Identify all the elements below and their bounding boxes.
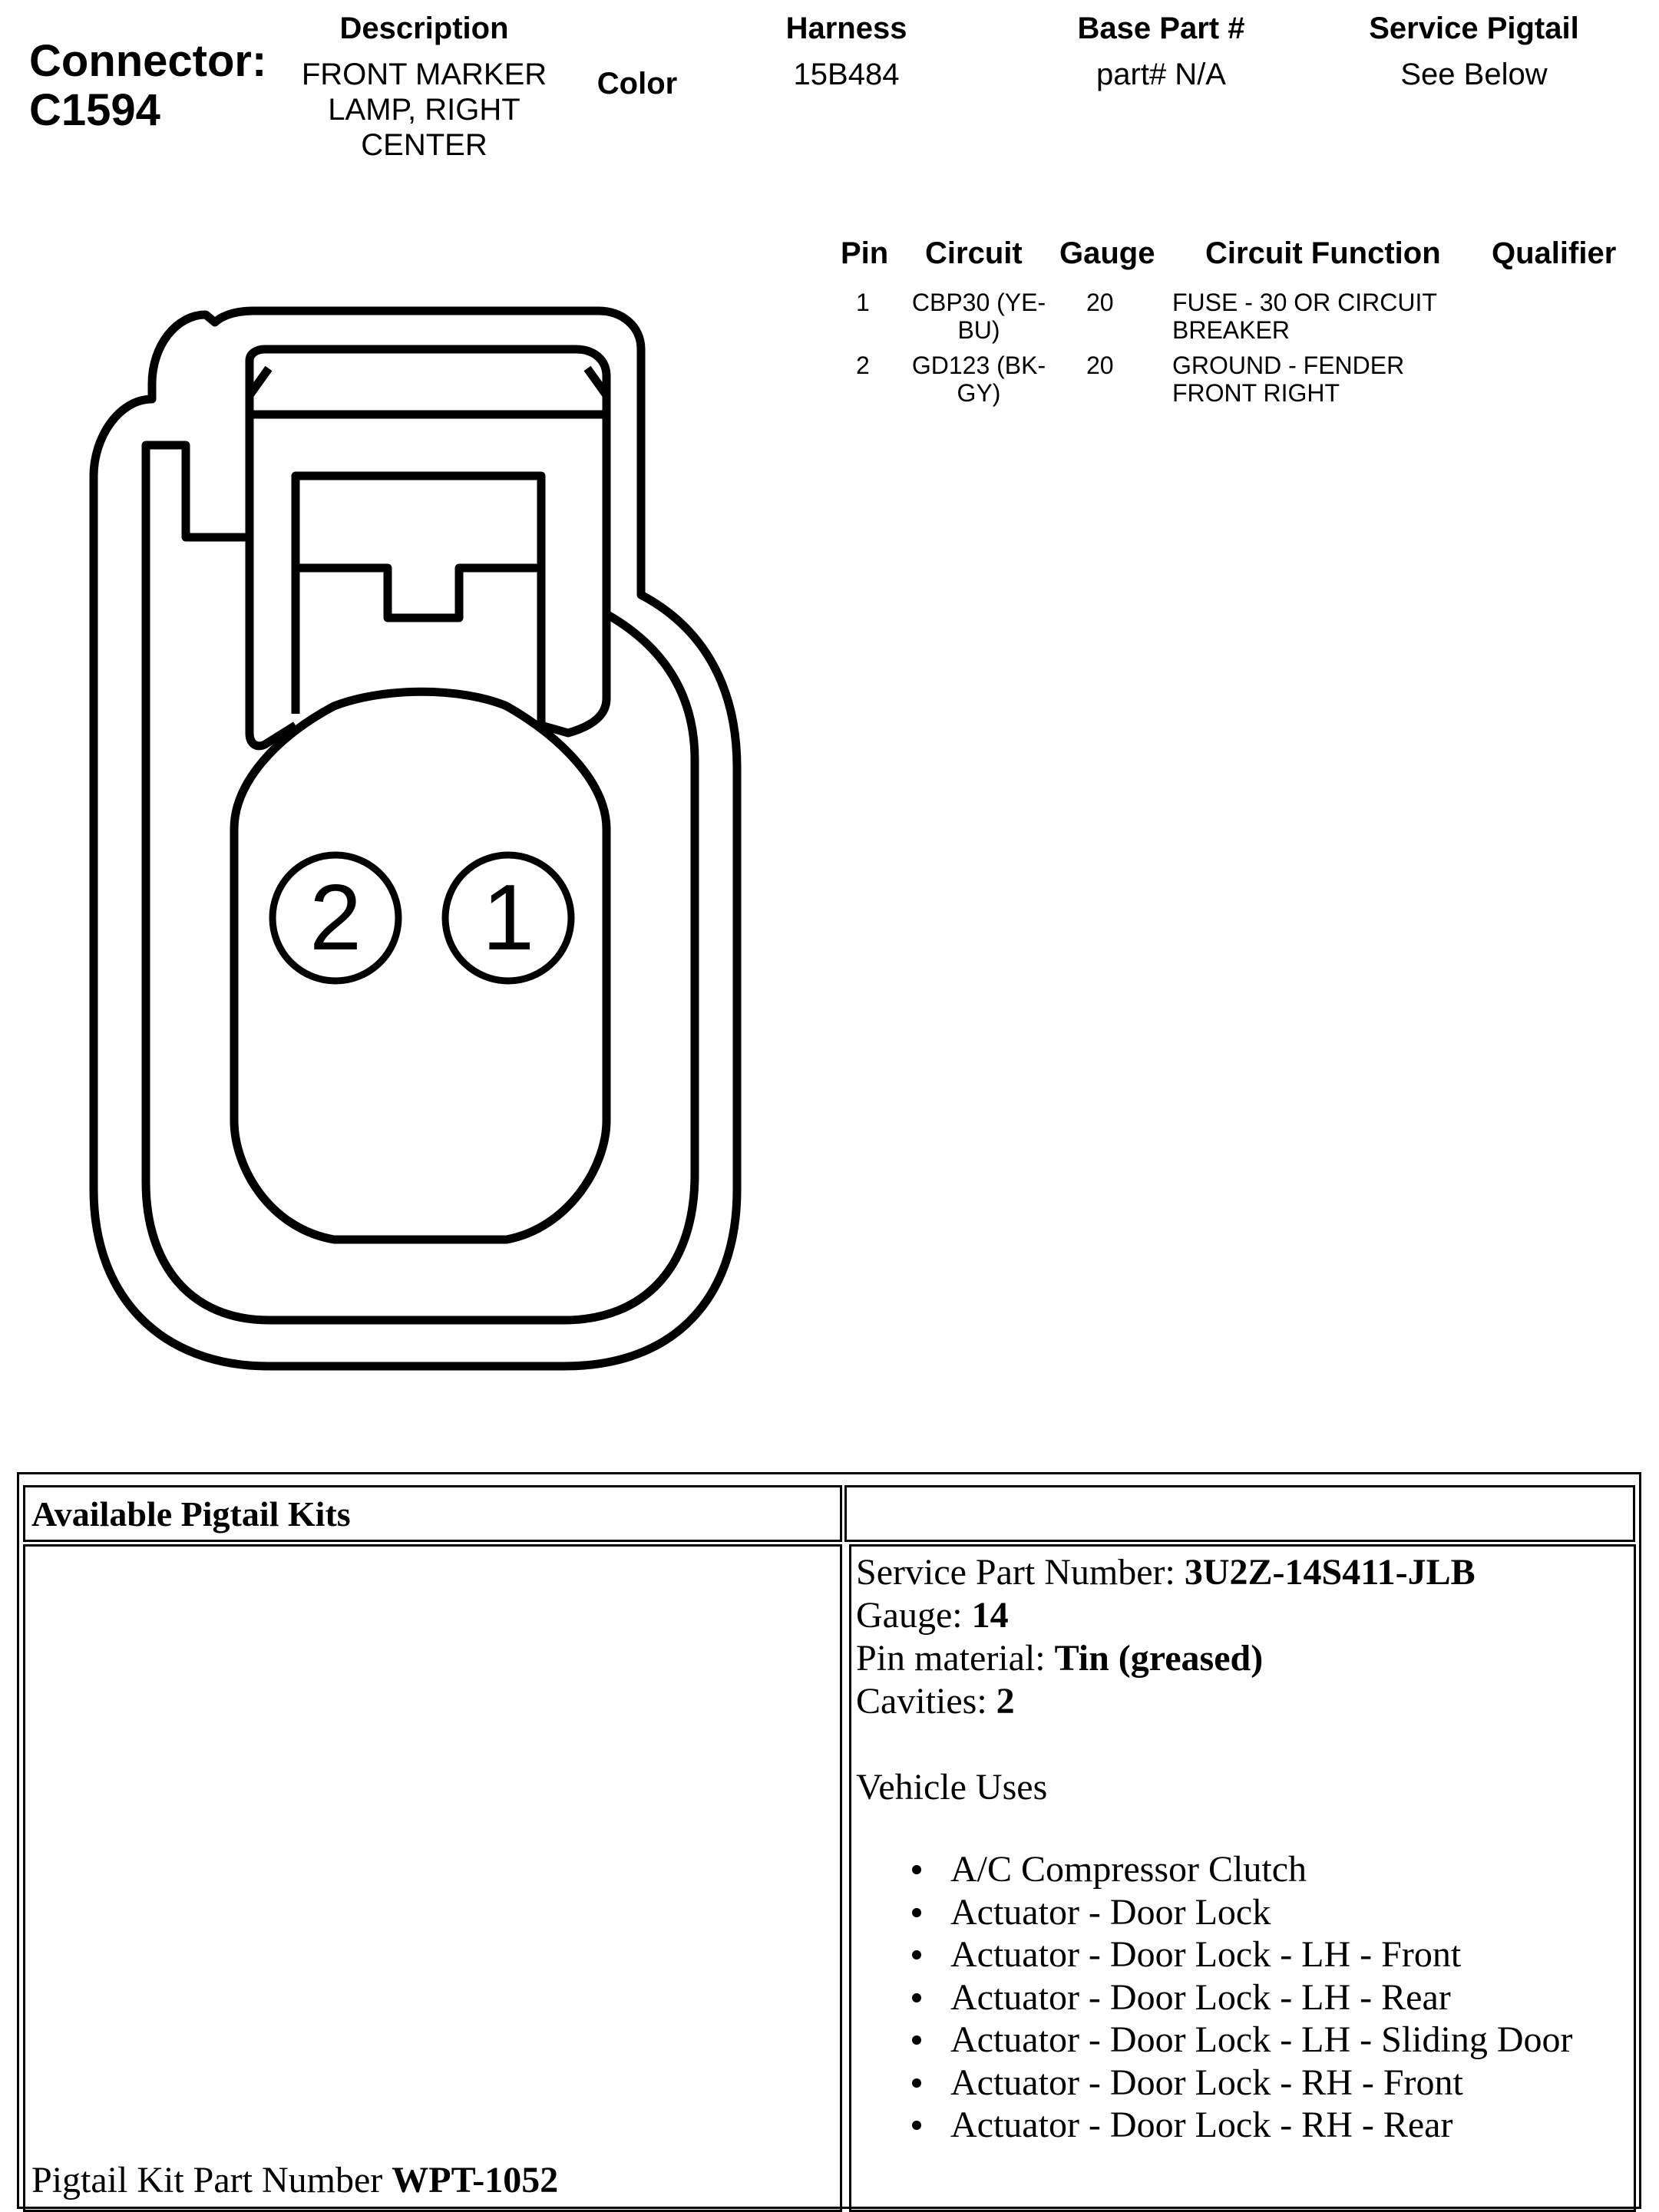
connector-inner-shell bbox=[146, 349, 695, 1320]
kit-part-label: Pigtail Kit Part Number bbox=[31, 2160, 392, 2200]
color-header: Color bbox=[597, 67, 678, 101]
bullet-icon bbox=[912, 2121, 921, 2130]
connector-latch-tab bbox=[296, 568, 541, 618]
list-item bbox=[889, 1933, 1573, 1976]
bullet-icon bbox=[912, 1908, 921, 1917]
col-header-circuit-function: Circuit Function bbox=[1205, 236, 1441, 270]
connector-id: C1594 bbox=[29, 85, 160, 135]
kit-part-value: WPT-1052 bbox=[392, 2160, 559, 2200]
function-line: FRONT RIGHT bbox=[1172, 379, 1340, 407]
vehicle-use: A/C Compressor Clutch bbox=[950, 1849, 1307, 1890]
kit-gauge bbox=[856, 1594, 1009, 1637]
pin-material-value: Tin (greased) bbox=[1054, 1638, 1264, 1679]
description-line: LAMP, RIGHT bbox=[328, 93, 521, 127]
pigtail-kit-image-cell bbox=[23, 1544, 842, 2212]
pin-number: 2 bbox=[856, 352, 870, 379]
circuit-line: GD123 (BK- bbox=[911, 352, 1046, 379]
pin-1-label: 1 bbox=[482, 865, 534, 969]
vehicle-use: Actuator - Door Lock - LH - Front bbox=[950, 1934, 1462, 1975]
pigtail-kits-title-spacer bbox=[844, 1485, 1635, 1542]
col-header-pin: Pin bbox=[841, 236, 889, 270]
base-part-header: Base Part # bbox=[1077, 12, 1245, 45]
pigtail-kits-title: Available Pigtail Kits bbox=[31, 1494, 351, 1534]
service-part-label: Service Part Number: bbox=[856, 1552, 1185, 1593]
service-pigtail-value: See Below bbox=[1400, 58, 1548, 91]
col-header-qualifier: Qualifier bbox=[1492, 236, 1617, 270]
service-part-value: 3U2Z-14S411-JLB bbox=[1184, 1552, 1476, 1593]
connector-latch-notch bbox=[250, 368, 606, 395]
connector-latch-rail bbox=[541, 614, 606, 733]
circuit-line: GY) bbox=[957, 379, 1001, 407]
pin-material bbox=[856, 1637, 1263, 1680]
function-line: GROUND - FENDER bbox=[1172, 352, 1405, 379]
list-item bbox=[889, 2104, 1573, 2147]
bullet-icon bbox=[912, 2078, 921, 2088]
description-line: CENTER bbox=[361, 128, 487, 162]
bullet-icon bbox=[912, 1950, 921, 1959]
function-line: BREAKER bbox=[1172, 316, 1290, 344]
vehicle-use: Actuator - Door Lock - LH - Rear bbox=[950, 1976, 1451, 2018]
description-header: Description bbox=[339, 12, 509, 45]
service-pigtail-header: Service Pigtail bbox=[1369, 12, 1579, 45]
connector-outer-shell bbox=[94, 311, 737, 1366]
kit-gauge-label: Gauge: bbox=[856, 1595, 972, 1636]
pin-2-label: 2 bbox=[309, 865, 362, 969]
harness-header: Harness bbox=[785, 12, 907, 45]
service-part-number bbox=[856, 1551, 1476, 1594]
col-header-circuit: Circuit bbox=[925, 236, 1023, 270]
vehicle-uses-list bbox=[889, 1848, 1573, 2147]
vehicle-use: Actuator - Door Lock bbox=[950, 1891, 1271, 1933]
connector-label: Connector: bbox=[29, 36, 267, 86]
harness-value: 15B484 bbox=[793, 58, 900, 91]
vehicle-use: Actuator - Door Lock - RH - Rear bbox=[950, 2105, 1453, 2145]
list-item bbox=[889, 2019, 1573, 2062]
bullet-icon bbox=[912, 2035, 921, 2045]
bullet-icon bbox=[912, 1993, 921, 2002]
vehicle-use: Actuator - Door Lock - RH - Front bbox=[950, 2062, 1463, 2103]
pin-material-label: Pin material: bbox=[856, 1638, 1055, 1679]
bullet-icon bbox=[912, 1865, 921, 1874]
base-part-value: part# N/A bbox=[1096, 58, 1226, 91]
list-item bbox=[889, 2062, 1573, 2105]
description-line: FRONT MARKER bbox=[301, 58, 547, 91]
circuit-line: CBP30 (YE- bbox=[911, 289, 1046, 316]
circuit-line: BU) bbox=[957, 316, 1000, 344]
connector-latch-rail bbox=[250, 537, 296, 746]
vehicle-uses-heading: Vehicle Uses bbox=[856, 1767, 1048, 1808]
kit-gauge-value: 14 bbox=[971, 1595, 1009, 1636]
list-item bbox=[889, 1976, 1573, 2019]
cavities-label: Cavities: bbox=[856, 1681, 996, 1722]
list-item bbox=[889, 1848, 1573, 1891]
gauge-cell: 20 bbox=[1086, 352, 1114, 379]
vehicle-use: Actuator - Door Lock - LH - Sliding Door bbox=[950, 2019, 1573, 2060]
pin-number: 1 bbox=[856, 289, 870, 316]
list-item bbox=[889, 1891, 1573, 1934]
kit-part-number bbox=[31, 2159, 558, 2202]
col-header-gauge: Gauge bbox=[1059, 236, 1155, 270]
gauge-cell: 20 bbox=[1086, 289, 1114, 316]
cavities bbox=[856, 1680, 1015, 1723]
function-line: FUSE - 30 OR CIRCUIT bbox=[1172, 289, 1437, 316]
cavities-value: 2 bbox=[996, 1681, 1015, 1722]
pigtail-kits-title-cell bbox=[23, 1485, 842, 1542]
